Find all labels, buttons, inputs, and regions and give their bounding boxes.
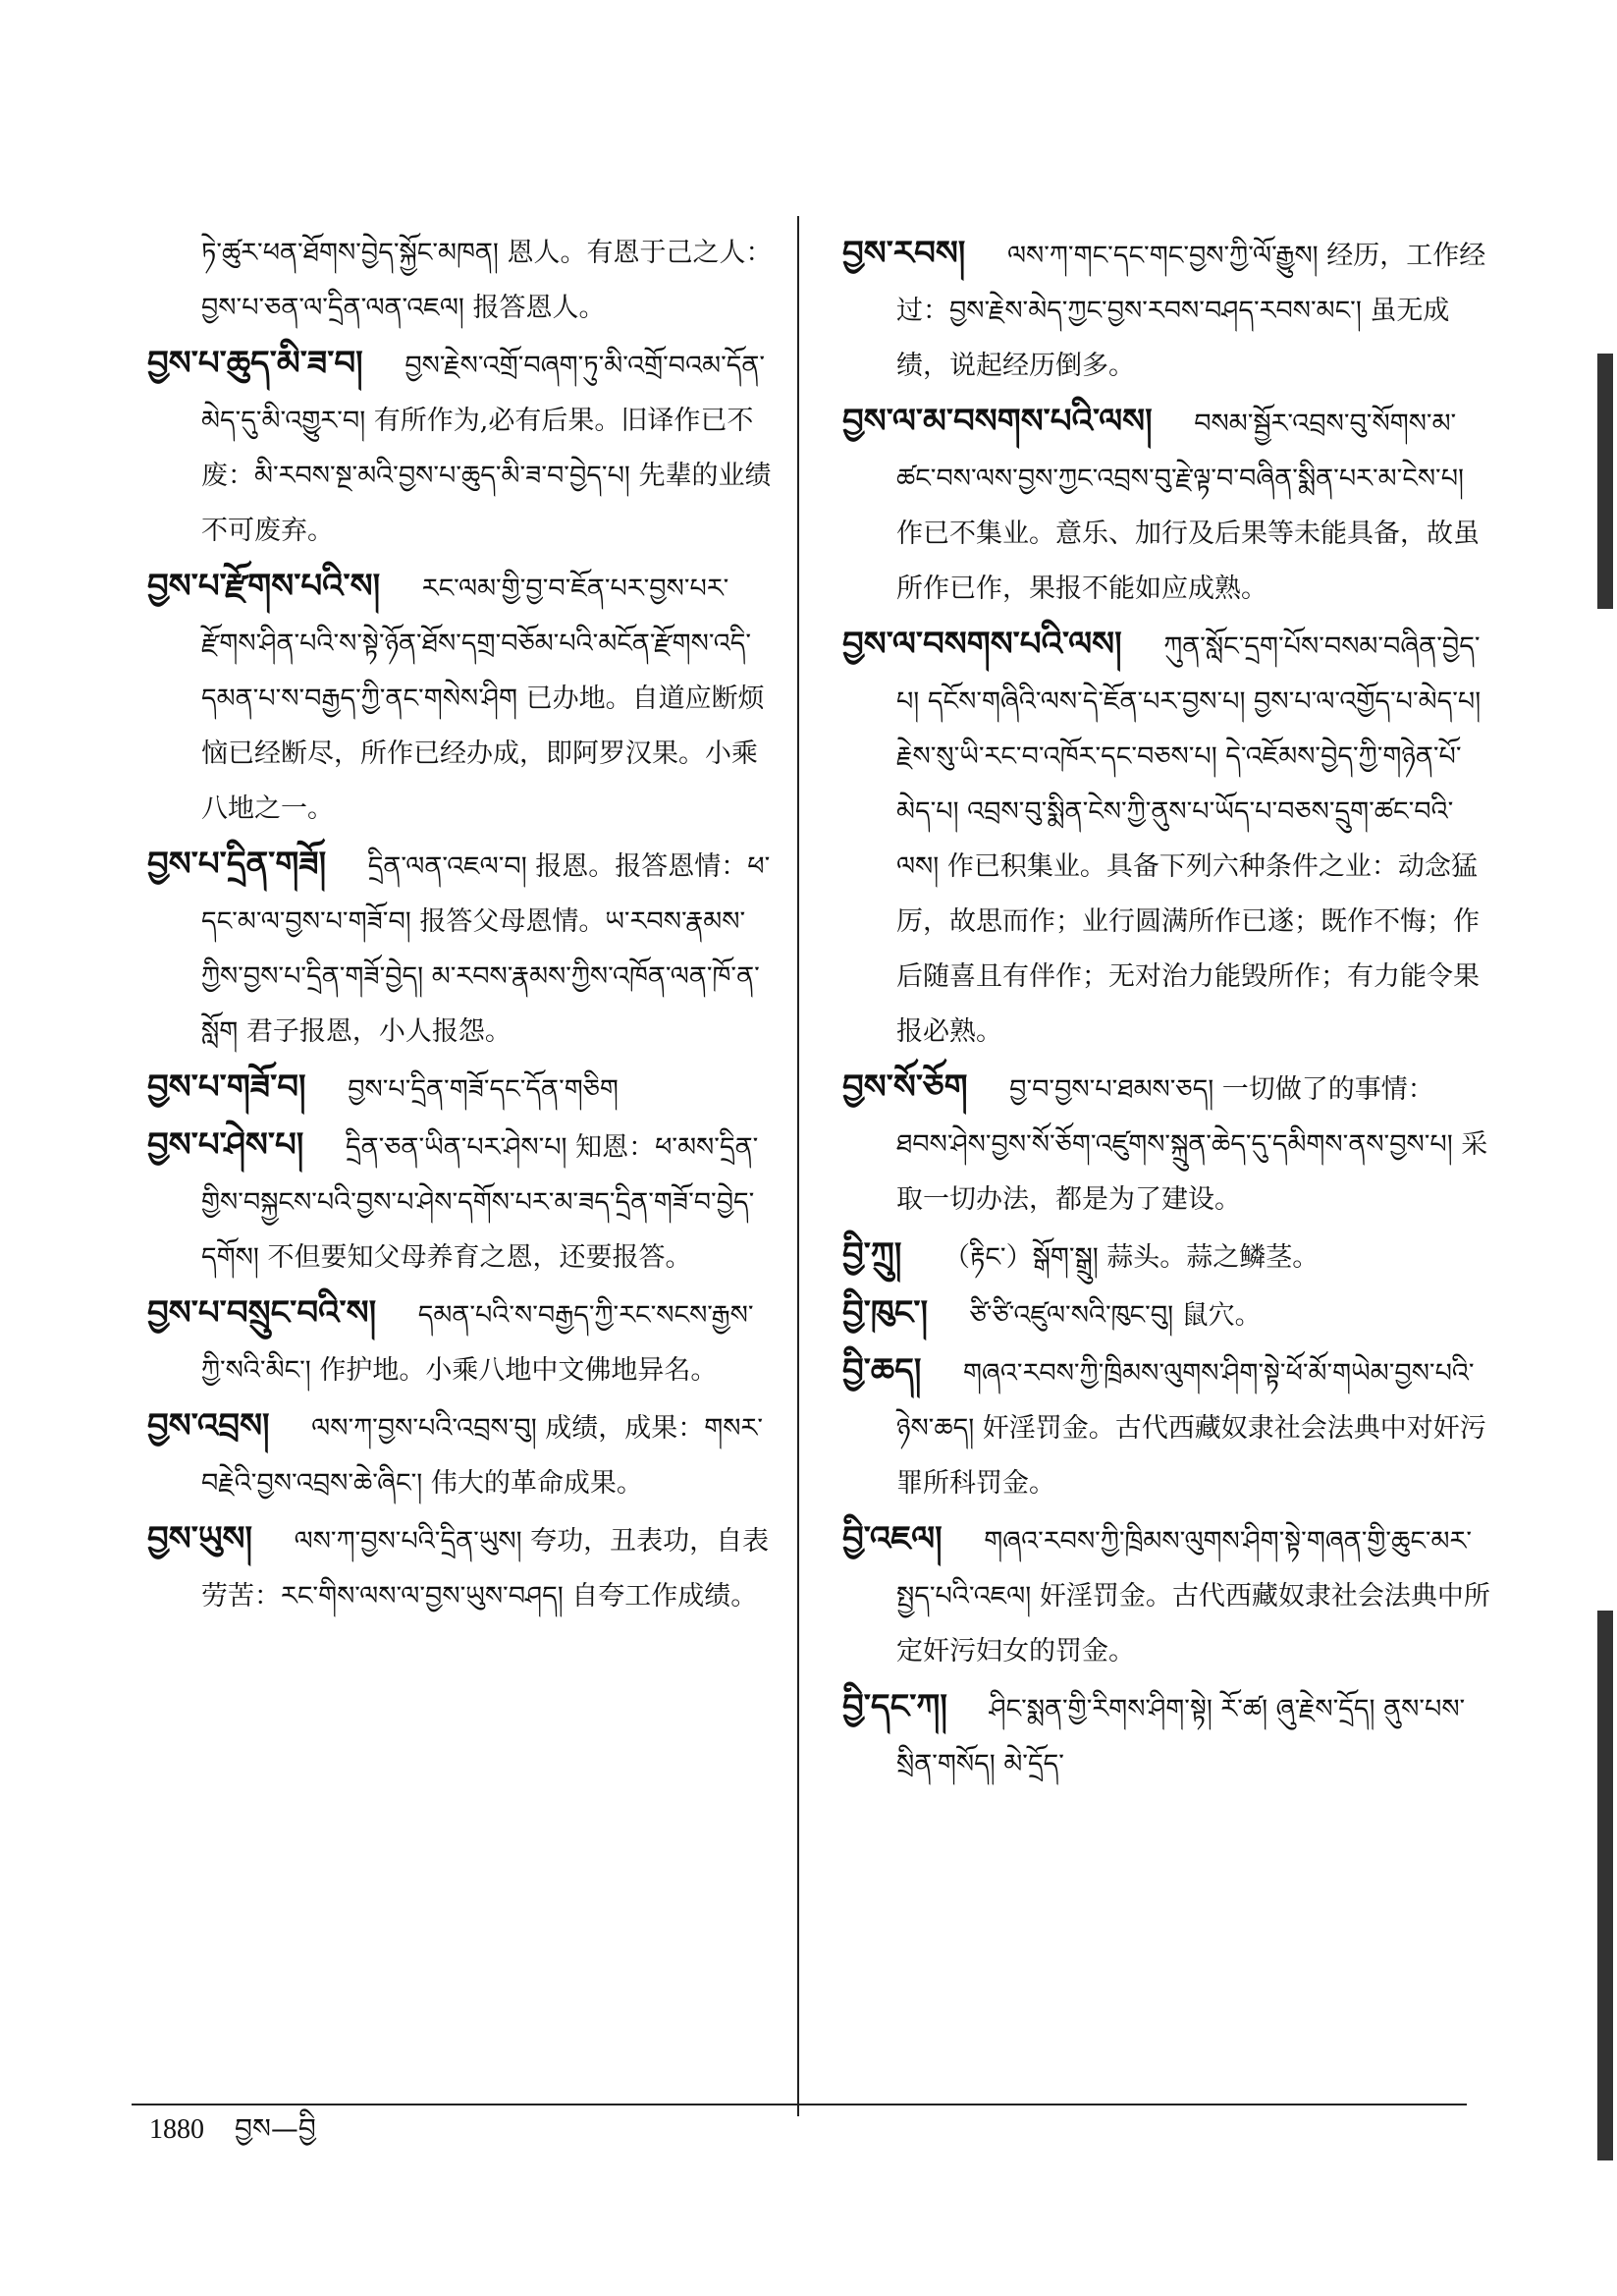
right-column: [842, 226, 1490, 1792]
entry-headword: བྱས་པ་ཆུད་མི་ཟ་བ།: [147, 344, 363, 383]
dictionary-entry: [842, 1511, 1490, 1679]
dictionary-entry: [842, 617, 1490, 1060]
entry-headword: བྱི་ཆད།: [842, 1351, 922, 1391]
entry-headword: བྱི་ཀྲུ།: [842, 1235, 902, 1275]
dictionary-entry: [147, 226, 776, 336]
dictionary-entry: [147, 1511, 776, 1624]
entry-headword: བྱས་པ་ཤེས་པ།: [147, 1125, 304, 1165]
entry-headword: བྱས་པ་རྫོགས་པའི་ས།: [147, 567, 381, 606]
entry-headword: བྱས་པ་བསྲུང་བའི་ས།: [147, 1293, 377, 1333]
column-divider: [797, 216, 799, 2116]
entry-body: བྱས་རྗེས་འགྲོ་བཞག་ཏུ་མི་འགྲོ་བའམ་དོན་མེད་དུ་མི་འགྱུར་བ། 有所作为,必有后果。旧译作已不废：མི་རབས་སྔ་མའི་བྱས་པ་ཆུད་མི་ཟ་བ་བྱེད་པ། 先辈的业绩不可废弃。: [201, 351, 772, 546]
entry-body: དྲིན་ལན་འཇལ་བ། 报恩。报答恩情：ཕ་དང་མ་ལ་བྱས་པ་གཟོ་བ། 报答父母恩情。ཡ་རབས་རྣམས་ཀྱིས་བྱས་པ་དྲིན་གཟོ་བྱེད། མ་རབས་རྣམས་ཀྱིས་འཁོན་ལན་ཁོ་ན་སློག 君子报恩，小人报怨。: [201, 851, 771, 1047]
dictionary-entry: [147, 1118, 776, 1285]
entry-body: ལས་ཀ་བྱས་པའི་དྲིན་ཡུས། 夸功，丑表功，自表劳苦：རང་གིས་ལས་ལ་བྱས་ཡུས་བཤད། 自夸工作成绩。: [201, 1526, 770, 1612]
page-number: 1880: [149, 2114, 204, 2145]
dictionary-entry: [147, 1285, 776, 1398]
entry-body: བྱ་བ་བྱས་པ་ཐམས་ཅད། 一切做了的事情：ཐབས་ཤེས་བྱས་སོ་ཅོག་འཛུགས་སྐྲུན་ཆེད་དུ་དམིགས་ནས་བྱས་པ། 采取一切办法，都是为了建设。: [896, 1074, 1488, 1215]
entry-body: ཙི་ཙི་འཛུལ་སའི་ཁུང་བུ། 鼠穴。: [969, 1300, 1262, 1331]
dictionary-entry: [842, 1343, 1490, 1511]
dictionary-entry: [842, 1228, 1490, 1285]
entry-body: བསམ་སྦྱོར་འབྲས་བུ་སོགས་མ་ཚང་བས་ལས་བྱས་ཀྱང་འབྲས་བུ་རྗེ་ལྟ་བ་བཞིན་སྨིན་པར་མ་ངེས་པ། 作已不集业。意乐、加行及后果等未能具备，故虽所作已作，果报不能如应成熟。: [896, 409, 1480, 604]
page-footer: [149, 2109, 340, 2150]
dictionary-entry: [842, 1285, 1490, 1343]
entry-body: （རྟིང་）སྒོག་སྒྲུ། 蒜头。蒜之鳞茎。: [943, 1242, 1320, 1273]
entry-headword: བྱས་པ་གཟོ་བ།: [147, 1067, 306, 1107]
dictionary-entry: [147, 559, 776, 837]
entry-headword: བྱས་ལ་མ་བསགས་པའི་ལས།: [842, 402, 1153, 441]
entry-headword: བྱི་ཁུང་།: [842, 1293, 929, 1333]
entry-body: ལས་ཀ་གང་དང་གང་བྱས་ཀྱི་ལོ་རྒྱུས། 经历，工作经过：བྱས་རྗེས་མེད་ཀྱང་བྱས་རབས་བཤད་རབས་མང་། 虽无成绩，说起经历倒多。: [896, 241, 1486, 381]
entry-body: གཞའ་རབས་ཀྱི་ཁྲིམས་ལུགས་ཤིག་སྟེ་ཕོ་མོ་གཡེམ་བྱས་པའི་ཉེས་ཆད། 奸淫罚金。古代西藏奴隶社会法典中对奸污罪所科罚金。: [896, 1358, 1486, 1499]
dictionary-entry: [842, 226, 1490, 394]
entry-headword: བྱི་དང་ཀ།: [842, 1687, 947, 1726]
entry-body: དྲིན་ཅན་ཡིན་པར་ཤེས་པ། 知恩：ཕ་མས་དྲིན་གྱིས་བསྐྱངས་པའི་བྱས་པ་ཤེས་དགོས་པར་མ་ཟད་དྲིན་གཟོ་བ་བྱེད་དགོས། 不但要知父母养育之恩，还要报答。: [201, 1132, 759, 1273]
entry-headword: བྱས་ལ་བསགས་པའི་ལས།: [842, 625, 1122, 664]
entry-headword: བྱི་འཇལ།: [842, 1519, 943, 1558]
dictionary-entry: [147, 1060, 776, 1118]
entry-body: གཞའ་རབས་ཀྱི་ཁྲིམས་ལུགས་ཤིག་སྟེ་གཞན་གྱི་ཆུང་མར་སྤྱད་པའི་འཇལ། 奸淫罚金。古代西藏奴隶社会法典中所定奸污妇女的罚金。: [896, 1526, 1490, 1667]
entry-body: ཏེ་ཚུར་ཕན་ཐོགས་བྱེད་སྐྱོང་མཁན། 恩人。有恩于己之人：བྱས་པ་ཅན་ལ་དྲིན་ལན་འཇལ། 报答恩人。: [201, 238, 773, 323]
dictionary-entry: [842, 1060, 1490, 1228]
entry-headword: བྱས་སོ་ཅོག: [842, 1067, 968, 1107]
entry-body: ཤིང་སྨན་གྱི་རིགས་ཤིག་སྟེ། རོ་ཚ། ཞུ་རྗེས་དྲོད། ནུས་པས་སྲིན་གསོད། མེ་དྲོད་: [896, 1694, 1466, 1779]
dictionary-entry: [147, 1398, 776, 1511]
entry-body: ཀུན་སློང་དྲག་པོས་བསམ་བཞིན་བྱེད་པ། དངོས་གཞིའི་ལས་དེ་ཇོན་པར་བྱས་པ། བྱས་པ་ལ་འགྱོད་པ་མེད་པ། རྗེས་སུ་ཡི་རང་བ་འཁོར་དང་བཅས་པ། དེ་འཇོམས་བྱེད་ཀྱི་གཉེན་པོ་མེད་པ། འབྲས་བུ་སྨིན་ངེས་ཀྱི་ནུས་པ་ཡོད་པ་བཅས་དྲུག་ཚང་བའི་ལས། 作已积集业。具备下列六种条件之业：动念猛厉，故思而作；业行圆满所作已遂；既作不悔；作后随喜且有伴作；无对治力能毁所作；有力能令果报必熟。: [896, 631, 1482, 1047]
entry-headword: བྱས་རབས།: [842, 234, 966, 273]
entry-headword: བྱས་པ་དྲིན་གཟོ།: [147, 845, 327, 884]
entry-body: ལས་ཀ་བྱས་པའི་འབྲས་བུ། 成绩，成果：གསར་བརྗེའི་བྱས་འབྲས་ཆེ་ཞིང་། 伟大的革命成果。: [201, 1413, 764, 1499]
dictionary-entry: [842, 394, 1490, 617]
entry-body: བྱས་པ་དྲིན་གཟོ་དང་དོན་གཅིག: [348, 1074, 619, 1105]
footer-rule: [132, 2104, 1467, 2105]
dictionary-entry: [147, 336, 776, 559]
entry-headword: བྱས་ཡུས།: [147, 1519, 253, 1558]
dictionary-entry: [147, 837, 776, 1060]
scan-edge-marks: [1591, 59, 1617, 2249]
left-column: [147, 226, 776, 1624]
entry-body: དམན་པའི་ས་བརྒྱད་ཀྱི་རང་སངས་རྒྱས་ཀྱི་སའི་མིང་། 作护地。小乘八地中文佛地异名。: [201, 1300, 754, 1386]
entry-body: རང་ལམ་གྱི་བྱ་བ་ཇོན་པར་བྱས་པར་རྫོགས་ཤིན་པའི་ས་སྟེ་ཉོན་ཐོས་དགྲ་བཅོམ་པའི་མངོན་རྫོགས་འདི་དམན་པ་ས་བརྒྱད་ཀྱི་ནང་གསེས་ཤིག 已办地。自道应断烦恼已经断尽，所作已经办成，即阿罗汉果。小乘八地之一。: [201, 574, 765, 824]
entry-headword: བྱས་འབྲས།: [147, 1406, 270, 1446]
dictionary-entry: [842, 1679, 1490, 1792]
page-range: བྱས—བྱི: [235, 2112, 316, 2145]
